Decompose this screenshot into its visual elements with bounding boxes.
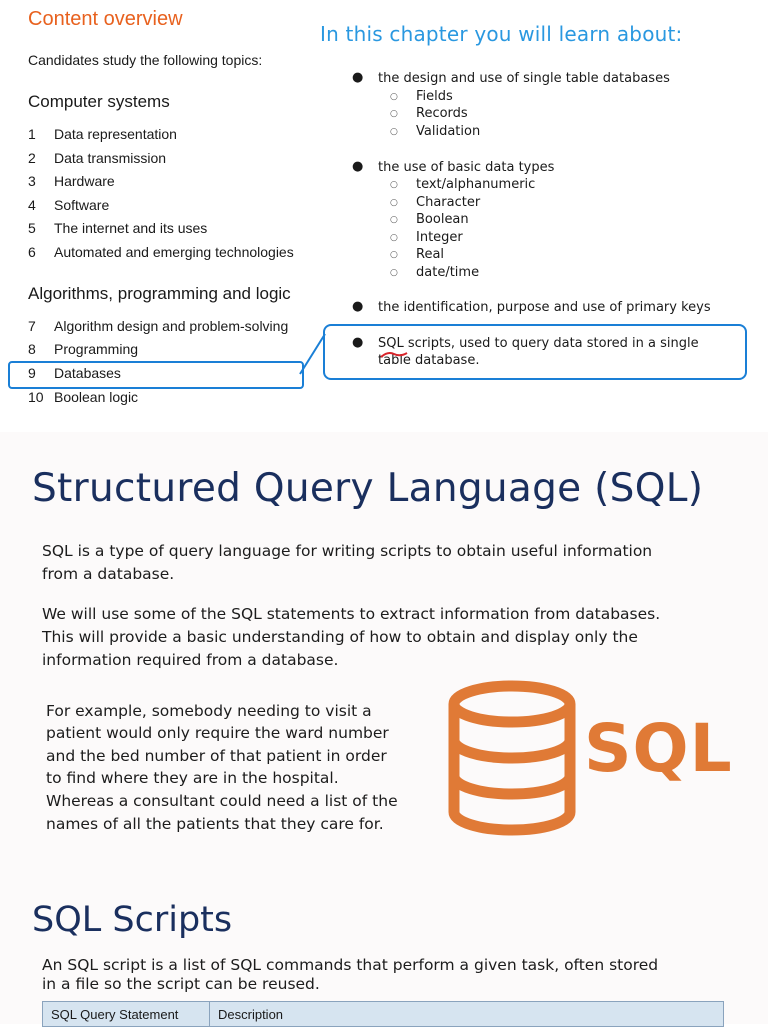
sub-bullet-icon: ○: [390, 109, 398, 119]
learn-sub-bullet: Integer: [416, 230, 463, 245]
learn-sub-bullet: Character: [416, 195, 481, 210]
databases-highlight-box: [8, 361, 304, 389]
sub-bullet-icon: ○: [390, 198, 398, 208]
learn-sub-bullet: Boolean: [416, 212, 469, 227]
sql-scripts-paragraph-line: An SQL script is a list of SQL commands that perform a given task, often stored: [42, 956, 659, 974]
topic-item: 1 Data representation: [28, 126, 177, 142]
example-text-line: and the bed number of that patient in order: [46, 747, 387, 765]
sub-bullet-icon: ○: [390, 250, 398, 260]
bullet-icon: ●: [352, 159, 364, 174]
database-icon: [445, 680, 579, 836]
topic-item: 5 The internet and its uses: [28, 220, 208, 236]
topic-item: 4 Software: [28, 197, 110, 213]
topic-item: 8 Programming: [28, 341, 139, 357]
group-heading-algorithms: Algorithms, programming and logic: [28, 284, 291, 303]
sub-bullet-icon: ○: [390, 180, 398, 190]
bullet-icon: ●: [352, 299, 364, 314]
sql-heading: Structured Query Language (SQL): [32, 466, 704, 511]
sub-bullet-icon: ○: [390, 127, 398, 137]
sub-bullet-icon: ○: [390, 268, 398, 278]
learn-about-title: In this chapter you will learn about:: [320, 22, 683, 46]
learn-sub-bullet: Real: [416, 247, 445, 262]
sql-paragraph-1-line: SQL is a type of query language for writing scripts to obtain useful information: [42, 542, 653, 560]
learn-bullet: the design and use of single table databases: [378, 71, 670, 86]
example-text-line: For example, somebody needing to visit a: [46, 702, 372, 720]
learn-bullet: the use of basic data types: [378, 160, 555, 175]
sql-paragraph-1-line: from a database.: [42, 565, 175, 583]
topic-item: 7 Algorithm design and problem-solving: [28, 318, 289, 334]
sql-paragraph-2-line: This will provide a basic understanding of how to obtain and display only the: [42, 628, 638, 646]
table-header-row: [43, 1002, 724, 1027]
learn-sub-bullet: Records: [416, 106, 468, 121]
learn-sub-bullet: text/alphanumeric: [416, 177, 536, 192]
sql-scripts-paragraph-line: in a file so the script can be reused.: [42, 975, 320, 993]
learn-sub-bullet: Fields: [416, 89, 453, 104]
table-header-cell: SQL Query Statement: [43, 1002, 210, 1027]
sql-logo-text: SQL: [584, 710, 733, 787]
topic-item: 10 Boolean logic: [28, 389, 139, 405]
content-overview-title: Content overview: [28, 8, 183, 30]
sub-bullet-icon: ○: [390, 215, 398, 225]
sql-paragraph-2-line: information required from a database.: [42, 651, 339, 669]
topic-item: 3 Hardware: [28, 173, 115, 189]
learn-sub-bullet: date/time: [416, 265, 480, 280]
example-text-line: to find where they are in the hospital.: [46, 769, 339, 787]
example-text-line: patient would only require the ward number: [46, 724, 389, 742]
sql-statements-table: [42, 1001, 724, 1027]
topic-item: 2 Data transmission: [28, 150, 167, 166]
topic-item-highlighted: 9 Databases: [28, 365, 121, 381]
sql-intro-slide: [0, 432, 768, 870]
chapter-overview-panel: [0, 0, 768, 432]
sub-bullet-icon: ○: [390, 233, 398, 243]
example-text-line: names of all the patients that they care for.: [46, 815, 384, 833]
learn-bullet-line1: SQL scripts, used to query data stored in a single: [378, 336, 699, 351]
bullet-icon: ●: [352, 70, 364, 85]
group-heading-computer-systems: Computer systems: [28, 92, 170, 111]
sub-bullet-icon: ○: [390, 92, 398, 102]
learn-bullet-line2: table database.: [378, 353, 480, 368]
example-text-line: Whereas a consultant could need a list of the: [46, 792, 398, 810]
sql-scripts-slide: [0, 870, 768, 1024]
sql-scripts-heading: SQL Scripts: [32, 900, 233, 940]
pen-underline-mark: [380, 350, 408, 360]
content-overview-intro: Candidates study the following topics:: [28, 52, 263, 68]
learn-sub-bullet: Validation: [416, 124, 481, 139]
bullet-icon: ●: [352, 335, 364, 350]
topic-item: 6 Automated and emerging technologies: [28, 244, 294, 260]
table-header-cell: Description: [210, 1002, 724, 1027]
sql-paragraph-2-line: We will use some of the SQL statements to extract information from databases.: [42, 605, 661, 623]
learn-bullet: the identification, purpose and use of primary keys: [378, 300, 711, 315]
